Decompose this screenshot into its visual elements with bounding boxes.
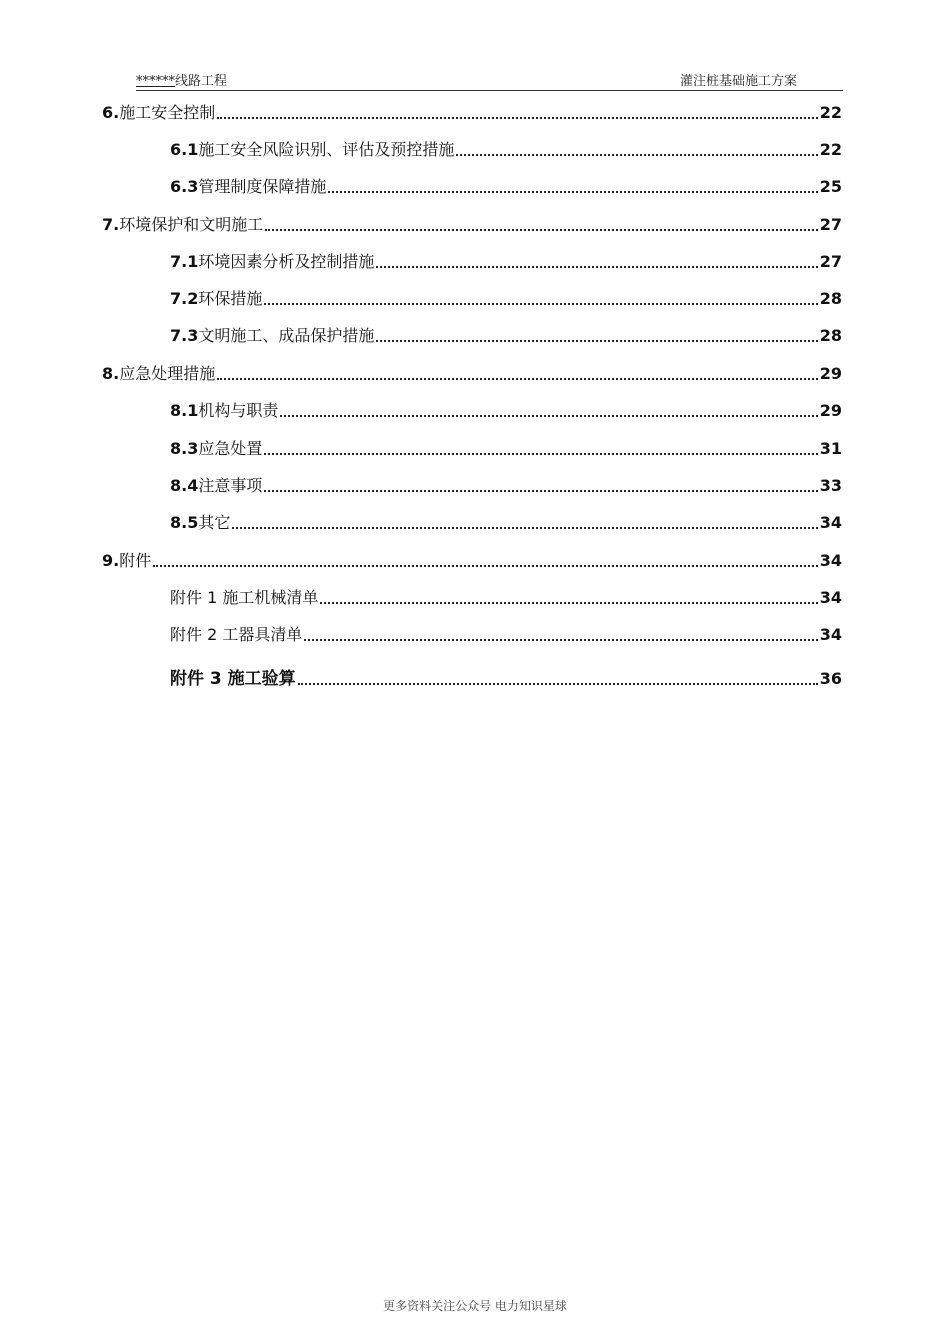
toc-entry-number: 8.5 [170, 513, 199, 532]
toc-entry[interactable] [170, 136, 842, 160]
toc-entry[interactable] [170, 173, 842, 197]
toc-entry-label: 施工安全风险识别、评估及预控措施 [198, 140, 455, 159]
toc-entry[interactable] [170, 509, 842, 533]
toc-entry-number: 7. [102, 215, 120, 234]
toc-leader-dots [153, 563, 818, 567]
toc-page-number: 34 [819, 513, 842, 532]
toc-entry[interactable] [102, 547, 842, 571]
toc-entry-number: 9. [102, 551, 120, 570]
toc-page-number: 28 [819, 326, 842, 345]
toc-page-number: 22 [819, 103, 842, 122]
page-header [136, 70, 843, 91]
header-project-name: ******线路工程 [136, 74, 228, 89]
toc-entry[interactable] [170, 435, 842, 459]
toc-leader-dots [376, 338, 817, 342]
toc-entry[interactable] [170, 397, 842, 421]
toc-page-number: 29 [819, 364, 842, 383]
toc-leader-dots [328, 189, 817, 193]
toc-entry-label: 应急处置 [198, 439, 263, 458]
toc-entry-label: 环境保护和文明施工 [119, 215, 264, 234]
toc-page-number: 29 [819, 401, 842, 420]
toc-page-number: 27 [819, 215, 842, 234]
toc-leader-dots [280, 413, 817, 417]
toc-leader-dots [376, 264, 817, 268]
toc-leader-dots [264, 488, 817, 492]
toc-leader-dots [264, 301, 817, 305]
toc-entry-number: 8.3 [170, 439, 199, 458]
toc-entry-label: 环保措施 [198, 289, 263, 308]
toc-entry-number: 7.3 [170, 326, 199, 345]
toc-leader-dots [304, 637, 817, 641]
toc-entry-number: 8.1 [170, 401, 199, 420]
toc-entry[interactable] [170, 584, 842, 608]
toc-page-number: 27 [819, 252, 842, 271]
toc-leader-dots [320, 600, 817, 604]
toc-entry[interactable] [102, 360, 842, 384]
toc-entry-label: 附件 1 施工机械清单 [170, 588, 319, 607]
toc-page-number: 22 [819, 140, 842, 159]
toc-entry-number: 6.3 [170, 177, 199, 196]
toc-page-number: 28 [819, 289, 842, 308]
toc-entry[interactable] [170, 285, 842, 309]
toc-entry-number: 6. [102, 103, 120, 122]
toc-entry-label: 机构与职责 [198, 401, 279, 420]
toc-entry-number: 8.4 [170, 476, 199, 495]
toc-page-number: 34 [819, 588, 842, 607]
toc-entry[interactable] [170, 665, 842, 689]
toc-leader-dots [265, 227, 818, 231]
toc-page-number: 34 [819, 551, 842, 570]
toc-page-number: 34 [819, 625, 842, 644]
toc-page-number: 36 [819, 669, 842, 688]
toc-entry[interactable] [170, 322, 842, 346]
toc-entry[interactable] [170, 472, 842, 496]
toc-entry-number: 8. [102, 364, 120, 383]
toc-entry-number: 7.2 [170, 289, 199, 308]
toc-entry[interactable] [102, 99, 842, 123]
toc-page-number: 25 [819, 177, 842, 196]
header-document-title: 灌注桩基础施工方案 [679, 74, 797, 89]
toc-entry-label: 附件 2 工器具清单 [170, 625, 303, 644]
toc-entry[interactable] [170, 621, 842, 645]
page-footer: 更多资料关注公众号 电力知识星球 [383, 1299, 567, 1313]
toc-leader-dots [232, 525, 817, 529]
toc-entry-label: 附件 3 施工验算 [170, 669, 296, 689]
toc-entry-label: 注意事项 [198, 476, 263, 495]
toc-entry-number: 6.1 [170, 140, 199, 159]
toc-entry-label: 施工安全控制 [119, 103, 216, 122]
toc-leader-dots [217, 376, 818, 380]
toc-entry-label: 环境因素分析及控制措施 [198, 252, 375, 271]
toc-entry-label: 应急处理措施 [119, 364, 216, 383]
toc-entry-label: 附件 [119, 551, 152, 570]
toc-entry-label: 文明施工、成品保护措施 [198, 326, 375, 345]
toc-page-number: 33 [819, 476, 842, 495]
toc-leader-dots [264, 451, 817, 455]
toc-leader-dots [217, 115, 818, 119]
toc-leader-dots [298, 681, 818, 685]
toc-entry[interactable] [170, 248, 842, 272]
toc-entry[interactable] [102, 211, 842, 235]
toc-leader-dots [456, 152, 817, 156]
toc-entry-number: 7.1 [170, 252, 199, 271]
toc-page-number: 31 [819, 439, 842, 458]
toc-entry-label: 管理制度保障措施 [198, 177, 327, 196]
toc-entry-label: 其它 [198, 513, 231, 532]
